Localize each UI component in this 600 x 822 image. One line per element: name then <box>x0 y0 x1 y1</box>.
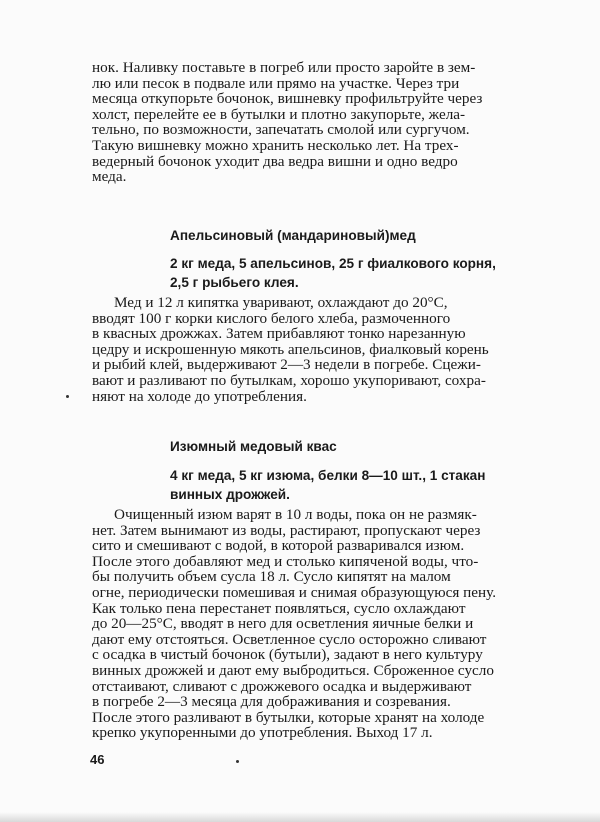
text-line: в погребе 2—3 месяца для дображивания и созревания. <box>92 693 451 711</box>
ingredients-line: винных дрожжей. <box>170 487 290 502</box>
text-line: Такую вишневку можно хранить несколько лет. На трех- <box>92 136 459 154</box>
ingredients-line: 4 кг меда, 5 кг изюма, белки 8—10 шт., 1 стакан <box>170 468 486 483</box>
text-line: После этого разливают в бутылки, которые хранят на холоде <box>92 708 485 726</box>
ingredients-line: 2 кг меда, 5 апельсинов, 25 г фиалкового корня, <box>170 256 496 271</box>
text-line: холст, перелейте ее в бутылки и плотно закупорьте, жела- <box>92 105 466 123</box>
ingredients-orange-honey <box>170 254 550 292</box>
text-line: с осадка в чистый бочонок (бутыли), задают в него культуру <box>92 646 483 664</box>
text-line: и рыбий клей, выдерживают 2—3 недели в погребе. Сцежи- <box>92 356 481 374</box>
text-line: месяца откупорьте бочонок, вишневку профильтруйте через <box>92 90 483 108</box>
text-line: крепко укупоренными до употребления. Выход 17 л. <box>92 724 433 742</box>
text-line: нок. Наливку поставьте в погреб или просто заройте в зем- <box>92 59 476 76</box>
text-line: в квасных дрожжах. Затем прибавляют тонко нарезанную <box>92 325 466 343</box>
text-line: до 20—25°С, вводят в него для осветления яичные белки и <box>92 615 474 633</box>
text-line: Очищенный изюм варят в 10 л воды, пока он не размяк- <box>114 506 477 523</box>
ingredients-raisin-kvass <box>170 466 550 504</box>
text-line: винных дрожжей и дают ему выбродиться. Сброженное сусло <box>92 661 494 679</box>
recipe-body-orange-honey <box>92 295 550 404</box>
page-number: 46 <box>90 752 105 767</box>
text-line: Мед и 12 л кипятка уваривают, охлаждают до 20°С, <box>114 294 448 311</box>
text-line: ведерный бочонок уходит два ведра вишни и одно ведро <box>92 152 458 170</box>
text-line: Как только пена перестанет появляться, сусло охлаждают <box>92 599 466 617</box>
text-line: вают и разливают по бутылкам, хорошо укупоривают, сохра- <box>92 371 486 389</box>
text-line: нет. Затем вынимают из воды, растирают, пропускают через <box>92 521 481 539</box>
text-line: няют на холоде до употребления. <box>92 387 307 405</box>
text-line: огне, периодически помешивая и снимая образующуюся пену. <box>92 583 497 601</box>
text-line: После этого добавляют мед и столько кипяченой воды, что- <box>92 552 479 570</box>
text-line: цедру и искрошенную мякоть апельсинов, фиалковый корень <box>92 340 489 358</box>
text-line: отстаивают, сливают с дрожжевого осадка и выдерживают <box>92 677 472 695</box>
page-bottom-edge <box>0 812 600 822</box>
recipe-title-orange-honey: Апельсиновый (мандариновый)мед <box>170 228 416 243</box>
text-line: тельно, по возможности, запечатать смолой или сургучом. <box>92 121 470 139</box>
intro-paragraph <box>92 60 550 185</box>
text-line: дают ему отстояться. Осветленное сусло осторожно сливают <box>92 630 487 648</box>
ingredients-line: 2,5 г рыбьего клея. <box>170 275 299 290</box>
recipe-title-raisin-kvass: Изюмный медовый квас <box>170 439 337 454</box>
text-line: сито и смешивают с водой, в которой разваривался изюм. <box>92 537 465 555</box>
text-line: бы получить объем сусла 18 л. Сусло кипятят на малом <box>92 568 451 586</box>
text-line: меда. <box>92 168 127 186</box>
scan-speck <box>66 395 69 398</box>
text-line: вводят 100 г корки кислого белого хлеба, размоченного <box>92 309 451 327</box>
text-line: лю или песок в подвале или прямо на участке. Через три <box>92 74 460 92</box>
recipe-body-raisin-kvass <box>92 507 550 741</box>
scan-speck <box>236 760 239 763</box>
